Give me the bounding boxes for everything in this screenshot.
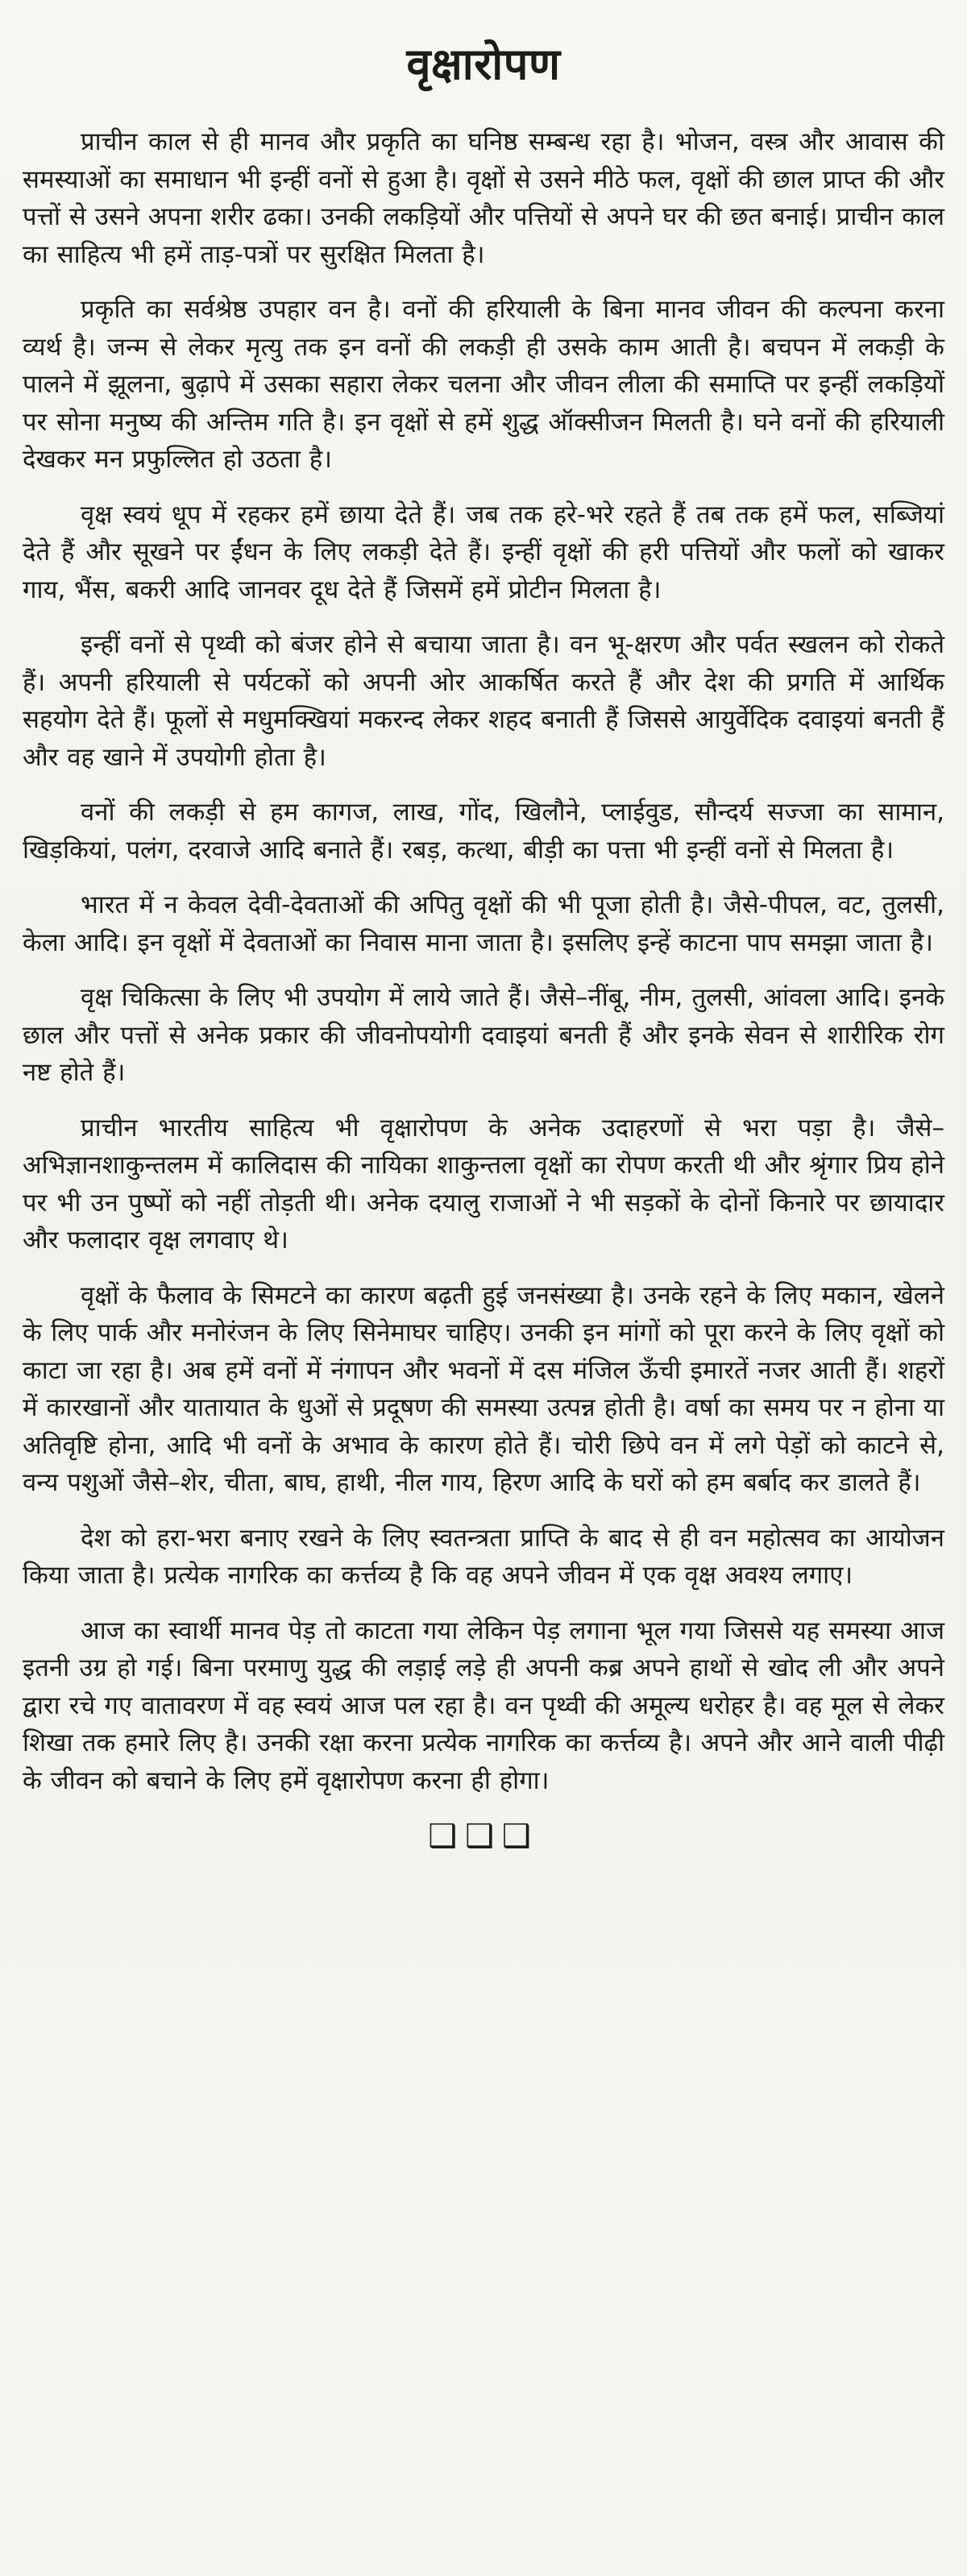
paragraph-3: वृक्ष स्वयं धूप में रहकर हमें छाया देते हैं। जब तक हरे-भरे रहते हैं तब तक हमें फल, सब्जियां देते हैं और सूखने पर ईंधन के लिए लकड़ी देते हैं। इन्हीं वृक्षों की हरी पत्तियों और फलों को खाकर गाय, भैंस, बकरी आदि जानवर दूध देते हैं जिसमें हमें प्रोटीन मिलता है। xyxy=(23,500,944,604)
document-title: वृक्षारोपण xyxy=(406,39,561,89)
paragraph-11: आज का स्वार्थी मानव पेड़ तो काटता गया लेकिन पेड़ लगाना भूल गया जिससे यह समस्या आज इतनी उग्र हो गई। बिना परमाणु युद्ध की लड़ाई लड़े ही अपनी कब्र अपने हाथों से खोद ली और अपने द्वारा रचे गए वातावरण में वह स्वयं आज पल रहा है। वन पृथ्वी की अमूल्य धरोहर है। वह मूल से लेकर शिखा तक हमारे लिए है। उनकी रक्षा करना प्रत्येक नागरिक का कर्त्तव्य है। अपने और आने वाली पीढ़ी के जीवन को बचाने के लिए हमें वृक्षारोपण करना ही होगा। xyxy=(23,1616,944,1795)
paragraph-1: प्राचीन काल से ही मानव और प्रकृति का घनिष्ठ सम्बन्ध रहा है। भोजन, वस्त्र और आवास की समस्याओं का समाधान भी इन्हीं वनों से हुआ है। वृक्षों से उसने मीठे फल, वृक्षों की छाल प्राप्त की और पत्तों से उसने अपना शरीर ढका। उनकी लकड़ियों और पत्तियों से अपने घर की छत बनाई। प्राचीन काल का साहित्य भी हमें ताड़-पत्रों पर सुरक्षित मिलता है। xyxy=(23,127,944,269)
paragraph-9: वृक्षों के फैलाव के सिमटने का कारण बढ़ती हुई जनसंख्या है। उनके रहने के लिए मकान, खेलने के लिए पार्क और मनोरंजन के लिए सिनेमाघर चाहिए। उनकी इन मांगों को पूरा करने के लिए वृक्षों को काटा जा रहा है। अब हमें वनों में नंगापन और भवनों में दस मंजिल ऊँची इमारतें नजर आती हैं। शहरों में कारखानों और यातायात के धुओं से प्रदूषण की समस्या उत्पन्न होती है। वर्षा का समय पर न होना या अतिवृष्टि होना, आदि भी वनों के अभाव के कारण होते हैं। चोरी छिपे वन में लगे पेड़ों को काटने से, वन्य पशुओं जैसे–शेर, चीता, बाघ, हाथी, नील गाय, हिरण आदि के घरों को हम बर्बाद कर डालते हैं। xyxy=(23,1280,944,1498)
paragraph-2: प्रकृति का सर्वश्रेष्ठ उपहार वन है। वनों की हरियाली के बिना मानव जीवन की कल्पना करना व्यर्थ है। जन्म से लेकर मृत्यु तक इन वनों की लकड़ी ही उसके काम आती है। बचपन में लकड़ी के पालने में झूलना, बुढ़ापे में उसका सहारा लेकर चलना और जीवन लीला की समाप्ति पर इन्हीं लकड़ियों पर सोना मनुष्य की अन्तिम गति है। इन वृक्षों से हमें शुद्ध ऑक्सीजन मिलती है। घने वनों की हरियाली देखकर मन प्रफुल्लित हो उठता है। xyxy=(23,295,944,475)
paragraph-8: प्राचीन भारतीय साहित्य भी वृक्षारोपण के अनेक उदाहरणों से भरा पड़ा है। जैसे–अभिज्ञानशाकुन्तलम में कालिदास की नायिका शाकुन्तला वृक्षों का रोपण करती थी और श्रृंगार प्रिय होने पर भी उन पुष्पों को नहीं तोड़ती थी। अनेक दयालु राजाओं ने भी सड़कों के दोनों किनारे पर छायादार और फलादार वृक्ष लगवाए थे। xyxy=(23,1113,944,1255)
paragraph-5: वनों की लकड़ी से हम कागज, लाख, गोंद, खिलौने, प्लाईवुड, सौन्दर्य सज्जा का सामान, खिड़कियां, पलंग, दरवाजे आदि बनाते हैं। रबड़, कत्था, बीड़ी का पत्ता भी इन्हीं वनों से मिलता है। xyxy=(23,798,944,865)
paragraph-7: वृक्ष चिकित्सा के लिए भी उपयोग में लाये जाते हैं। जैसे–नींबू, नीम, तुलसी, आंवला आदि। इनके छाल और पत्तों से अनेक प्रकार की जीवनोपयोगी दवाइयां बनती हैं और इनके सेवन से शारीरिक रोग नष्ट होते हैं। xyxy=(23,983,944,1088)
document-body xyxy=(23,123,944,1799)
paragraph-10: देश को हरा-भरा बनाए रखने के लिए स्वतन्त्रता प्राप्ति के बाद से ही वन महोत्सव का आयोजन किया जाता है। प्रत्येक नागरिक का कर्त्तव्य है कि वह अपने जीवन में एक वृक्ष अवश्य लगाए। xyxy=(23,1523,944,1591)
paragraph-4: इन्हीं वनों से पृथ्वी को बंजर होने से बचाया जाता है। वन भू-क्षरण और पर्वत स्खलन को रोकते हैं। अपनी हरियाली से पर्यटकों को अपनी ओर आकर्षित करते हैं और देश की प्रगति में आर्थिक सहयोग देते हैं। फूलों से मधुमक्खियां मकरन्द लेकर शहद बनाती हैं जिससे आयुर्वेदिक दवाइयां बनती हैं और वह खाने में उपयोगी होता है। xyxy=(23,630,944,772)
end-marks: ❑❑❑ xyxy=(428,1818,539,1856)
paragraph-6: भारत में न केवल देवी-देवताओं की अपितु वृक्षों की भी पूजा होती है। जैसे-पीपल, वट, तुलसी, केला आदि। इन वृक्षों में देवताओं का निवास माना जाता है। इसलिए इन्हें काटना पाप समझा जाता है। xyxy=(23,890,944,957)
